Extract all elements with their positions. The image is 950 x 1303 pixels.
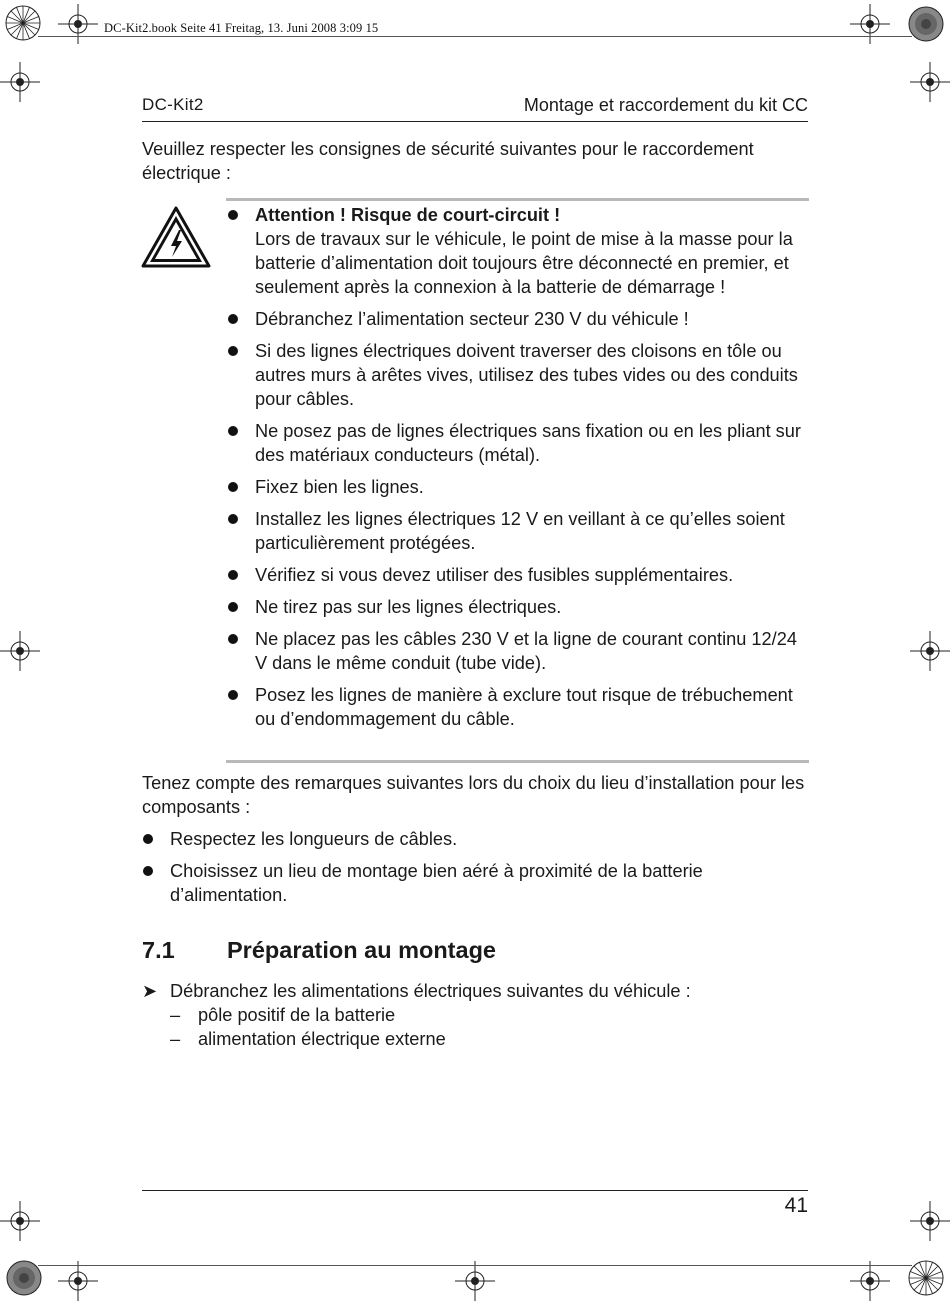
crosshair-target-icon (850, 4, 890, 44)
bullet-icon (228, 314, 238, 324)
list-item (226, 595, 810, 619)
warning-text: Si des lignes électriques doivent traverser des cloisons en tôle ou autres murs à arêtes vives, utilisez des tubes vides ou des conduits pour câbles. (255, 341, 798, 409)
list-item (226, 563, 810, 587)
crosshair-target-icon (0, 62, 40, 102)
list-item (226, 339, 810, 411)
warning-text: Installez les lignes électriques 12 V en veillant à ce qu’elles soient particulièrement protégées. (255, 509, 785, 553)
warning-bottom-rule (226, 760, 809, 763)
placement-list (142, 827, 810, 915)
bullet-icon (228, 426, 238, 436)
dash-marker: – (170, 1029, 181, 1049)
warning-text: Posez les lignes de manière à exclure tout risque de trébuchement ou d’endommagement du câble. (255, 685, 793, 729)
sub-item: pôle positif de la batterie (198, 1005, 396, 1025)
placement-text: Respectez les longueurs de câbles. (170, 829, 458, 849)
list-item (226, 683, 810, 731)
list-item (226, 419, 810, 467)
bullet-icon (228, 602, 238, 612)
list-item (226, 307, 810, 331)
placement-intro: Tenez compte des remarques suivantes lors du choix du lieu d’installation pour les composants : (142, 773, 805, 817)
registration-mark-bottom-right-icon (906, 1258, 946, 1298)
crosshair-target-icon (0, 631, 40, 671)
warning-top-rule (226, 198, 809, 201)
header-chapter-title: Montage et raccordement du kit CC (523, 95, 808, 115)
dash-marker: – (170, 1005, 181, 1025)
registration-mark-top-right-icon (906, 4, 946, 44)
sub-item: alimentation électrique externe (198, 1029, 446, 1049)
registration-mark-top-left-icon (0, 0, 46, 46)
trim-line (38, 36, 912, 37)
arrow-right-icon: ➤ (142, 981, 158, 1001)
crosshair-target-icon (910, 631, 950, 671)
page-number: 41 (784, 1194, 808, 1217)
header-rule (142, 121, 808, 122)
instruction-text: Débranchez les alimentations électriques suivantes du véhicule : (170, 981, 691, 1001)
list-item (226, 507, 810, 555)
footer-rule (142, 1190, 808, 1191)
registration-mark-bottom-left-icon (4, 1258, 44, 1298)
warning-text: Lors de travaux sur le véhicule, le point de mise à la masse pour la batterie d’alimentation doit toujours être déconnecté en premier, et seulement après la connexion à la batterie de démarrage ! (255, 229, 793, 297)
print-slug: DC-Kit2.book Seite 41 Freitag, 13. Juni 2008 3:09 15 (104, 21, 379, 35)
bullet-icon (228, 346, 238, 356)
bullet-icon (228, 514, 238, 524)
header-product-name: DC-Kit2 (142, 95, 204, 114)
bullet-icon (228, 210, 238, 220)
list-item (226, 475, 810, 499)
list-item (142, 827, 810, 851)
bullet-icon (228, 570, 238, 580)
crosshair-target-icon (58, 4, 98, 44)
bullet-icon (143, 866, 153, 876)
list-item (142, 859, 810, 907)
warning-text: Fixez bien les lignes. (255, 477, 424, 497)
crosshair-target-icon (850, 1261, 890, 1301)
bullet-icon (228, 690, 238, 700)
warning-title: Attention ! Risque de court-circuit ! (255, 205, 561, 225)
section-title: Préparation au montage (227, 937, 496, 963)
bullet-icon (228, 634, 238, 644)
warning-text: Ne tirez pas sur les lignes électriques. (255, 597, 562, 617)
crosshair-target-icon (910, 62, 950, 102)
bullet-icon (143, 834, 153, 844)
electrical-hazard-icon (140, 205, 212, 269)
warning-text: Débranchez l’alimentation secteur 230 V du véhicule ! (255, 309, 689, 329)
placement-text: Choisissez un lieu de montage bien aéré à proximité de la batterie d’alimentation. (170, 861, 703, 905)
warning-text: Ne placez pas les câbles 230 V et la ligne de courant continu 12/24 V dans le même conduit (tube vide). (255, 629, 797, 673)
list-item (226, 627, 810, 675)
warning-text: Vérifiez si vous devez utiliser des fusibles supplémentaires. (255, 565, 734, 585)
crosshair-target-icon (455, 1261, 495, 1301)
trim-line (38, 1265, 912, 1266)
crosshair-target-icon (0, 1201, 40, 1241)
bullet-icon (228, 482, 238, 492)
intro-paragraph: Veuillez respecter les consignes de sécurité suivantes pour le raccordement électrique : (142, 139, 754, 183)
warning-list (226, 203, 810, 731)
warning-text: Ne posez pas de lignes électriques sans fixation ou en les pliant sur des matériaux conducteurs (métal). (255, 421, 801, 465)
section-number: 7.1 (142, 937, 175, 963)
crosshair-target-icon (910, 1201, 950, 1241)
crosshair-target-icon (58, 1261, 98, 1301)
list-item (226, 203, 810, 299)
